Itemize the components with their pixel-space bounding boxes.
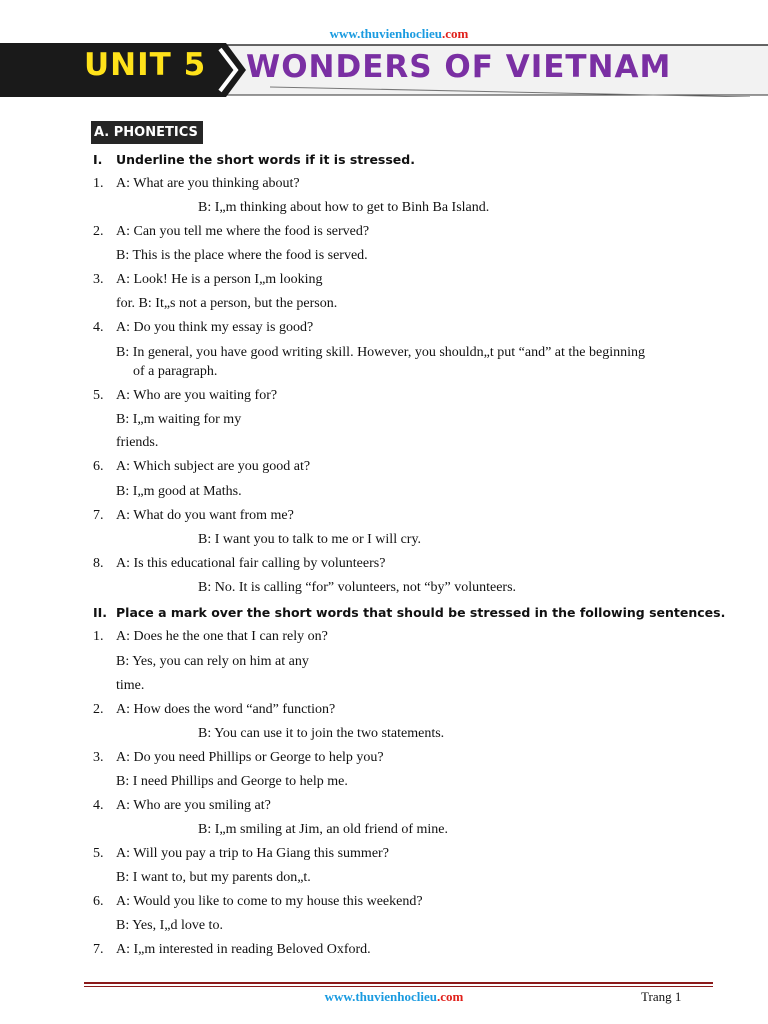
list-item-a: A: Is this educational fair calling by volunteers?: [116, 556, 386, 571]
list-item-number: 3.: [93, 272, 104, 287]
list-item-a: A: What are you thinking about?: [116, 176, 300, 191]
unit-label: UNIT 5: [84, 47, 207, 83]
header-url[interactable]: [0, 26, 768, 42]
chevron-right-icon: [206, 43, 248, 97]
page-number: Trang 1: [641, 989, 682, 1004]
list-item-b: B: I„m waiting for my: [116, 412, 242, 427]
part1-roman: I.: [93, 152, 103, 167]
list-item-b: B: I need Phillips and George to help me.: [116, 774, 348, 789]
list-item-b: B: I want you to talk to me or I will cry.: [198, 532, 422, 547]
list-item-b: B: Yes, you can rely on him at any: [116, 654, 309, 669]
list-item-a: A: Who are you waiting for?: [116, 388, 278, 403]
list-item-a: A: Do you need Phillips or George to help you?: [116, 750, 384, 765]
list-item-c: of a paragraph.: [133, 364, 218, 379]
part2-instruction: [93, 605, 725, 620]
part2-instruction-text: Place a mark over the short words that should be stressed in the following sentences.: [116, 605, 726, 620]
section-a-heading: A. PHONETICS: [91, 121, 203, 144]
list-item-c: friends.: [116, 435, 159, 450]
list-item-b: B: In general, you have good writing skill. However, you shouldn„t put “and” at the beginning: [116, 345, 645, 360]
header-url-tld: .com: [441, 26, 469, 41]
list-item-b: B: I„m smiling at Jim, an old friend of mine.: [198, 822, 449, 837]
list-item-number: 2.: [93, 224, 104, 239]
list-item-number: 5.: [93, 388, 104, 403]
list-item-number: 7.: [93, 942, 104, 957]
part1-instruction: [93, 152, 415, 167]
list-item-number: 1.: [93, 176, 104, 191]
list-item-number: 4.: [93, 798, 104, 813]
list-item-a: A: Would you like to come to my house this weekend?: [116, 894, 423, 909]
list-item-number: 6.: [93, 894, 104, 909]
unit-banner: [0, 43, 768, 97]
list-item-number: 8.: [93, 556, 104, 571]
part1-instruction-text: Underline the short words if it is stressed.: [116, 152, 415, 167]
list-item-number: 6.: [93, 459, 104, 474]
list-item-b: B: This is the place where the food is served.: [116, 248, 368, 263]
list-item-b: B: I„m thinking about how to get to Binh Ba Island.: [198, 200, 490, 215]
list-item-b: for. B: It„s not a person, but the person.: [116, 296, 338, 311]
list-item-number: 4.: [93, 320, 104, 335]
list-item-a: A: Does he the one that I can rely on?: [116, 629, 328, 644]
list-item-number: 1.: [93, 629, 104, 644]
list-item-a: A: Do you think my essay is good?: [116, 320, 314, 335]
list-item-b: B: No. It is calling “for” volunteers, not “by” volunteers.: [198, 580, 517, 595]
list-item-a: A: How does the word “and” function?: [116, 702, 336, 717]
list-item-a: A: What do you want from me?: [116, 508, 294, 523]
list-item-a: A: Which subject are you good at?: [116, 459, 311, 474]
list-item-a: A: Who are you smiling at?: [116, 798, 271, 813]
list-item-c: time.: [116, 678, 145, 693]
list-item-number: 3.: [93, 750, 104, 765]
list-item-a: A: Look! He is a person I„m looking: [116, 272, 323, 287]
list-item-a: A: I„m interested in reading Beloved Oxford.: [116, 942, 371, 957]
footer-url-main: www.thuvienhoclieu: [324, 989, 437, 1004]
part2-roman: II.: [93, 605, 108, 620]
footer-url-tld: .com: [436, 989, 464, 1004]
list-item-number: 2.: [93, 702, 104, 717]
list-item-b: B: I want to, but my parents don„t.: [116, 870, 311, 885]
list-item-a: A: Can you tell me where the food is served?: [116, 224, 370, 239]
unit-title: WONDERS OF VIETNAM: [246, 49, 672, 85]
footer-rule: [84, 982, 713, 988]
list-item-b: B: Yes, I„d love to.: [116, 918, 223, 933]
list-item-b: B: I„m good at Maths.: [116, 484, 242, 499]
list-item-number: 5.: [93, 846, 104, 861]
list-item-number: 7.: [93, 508, 104, 523]
header-url-main: www.thuvienhoclieu: [329, 26, 442, 41]
list-item-b: B: You can use it to join the two statements.: [198, 726, 445, 741]
list-item-a: A: Will you pay a trip to Ha Giang this summer?: [116, 846, 389, 861]
